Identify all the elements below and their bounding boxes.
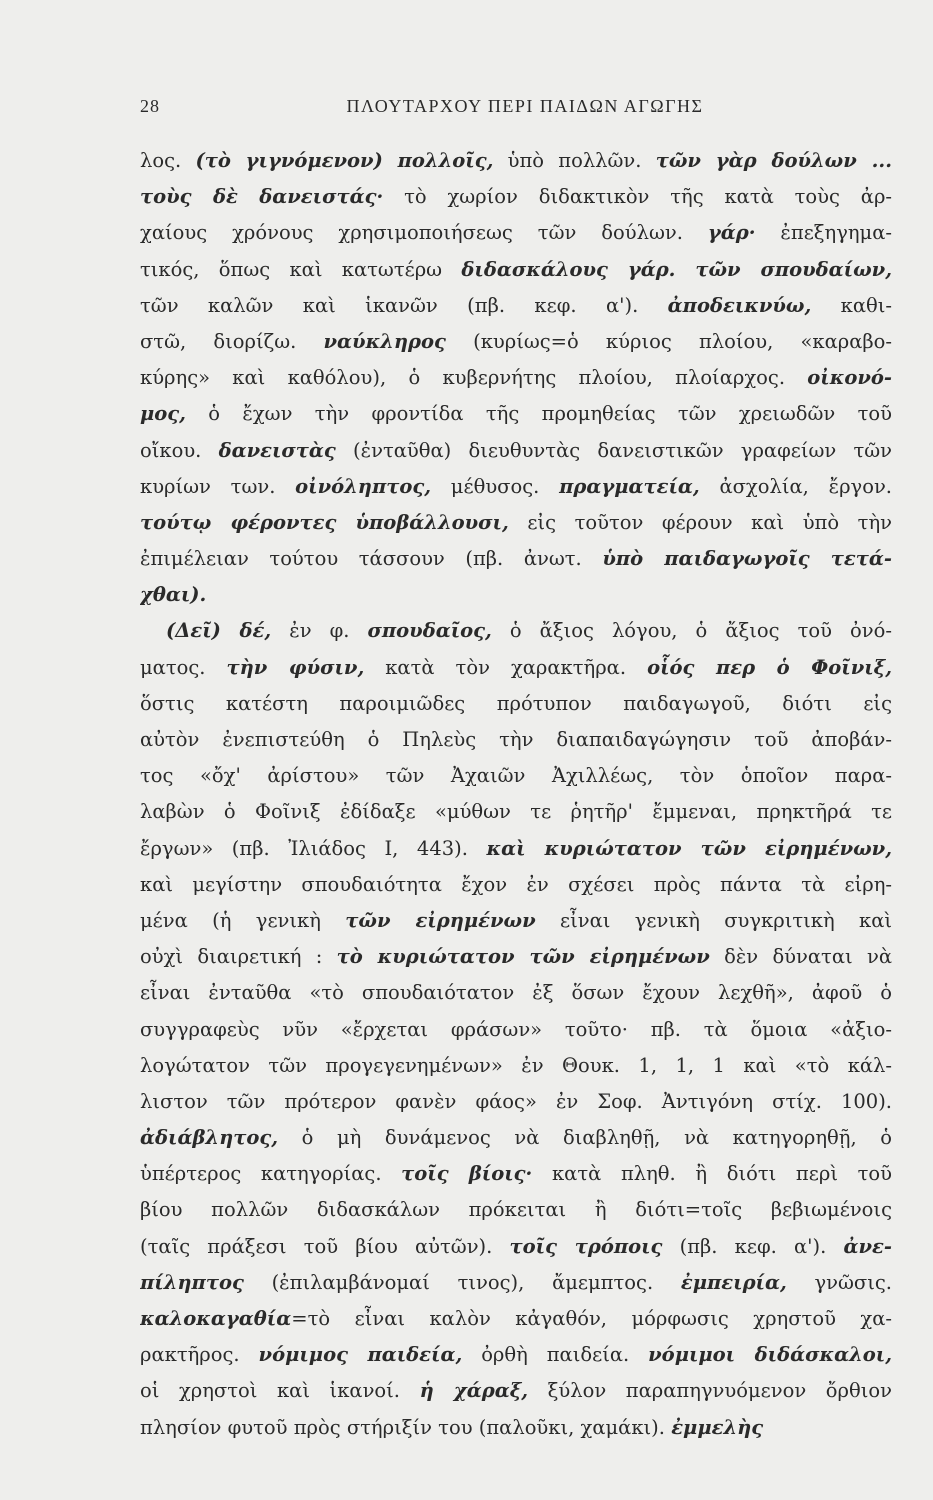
text-run: λογώτατον τῶν προγεγενημένων» ἐν Θουκ. 1, 1, 1 καὶ «τὸ κάλ- <box>140 1053 892 1077</box>
text-run: (ἐπιλαμβάνομαί τινος), ἄμεμπτος. <box>243 1270 681 1294</box>
text-run: ἐπεξηγημα- <box>755 221 892 245</box>
text-run: εἰς τοῦτον φέρουν καὶ ὑπὸ τὴν <box>508 510 892 534</box>
headword: νόμιμοι διδάσκαλοι, <box>648 1343 892 1367</box>
text-run: καθι- <box>811 293 892 317</box>
text-line <box>140 1156 892 1192</box>
text-run: ἔργων» (πβ. Ἰλιάδος Ι, 443). <box>140 836 487 860</box>
text-run: ὀρθὴ παιδεία. <box>462 1343 649 1367</box>
text-line <box>140 1084 892 1120</box>
text-line <box>140 252 892 288</box>
text-run: αὐτὸν ἐνεπιστεύθη ὁ Πηλεὺς τὴν διαπαιδαγώγησιν τοῦ ἀποβάν- <box>140 728 892 751</box>
text-run: τὸ χωρίον διδακτικὸν τῆς κατὰ τοὺς ἀρ- <box>383 185 892 209</box>
text-run: δὲν δύναται νὰ <box>709 945 892 969</box>
text-line <box>140 794 892 830</box>
headword: οἰκονό- <box>807 366 892 390</box>
headword: (Δεῖ) δέ, <box>166 619 272 643</box>
text-run: τος «ὄχ' ἀρίστου» τῶν Ἀχαιῶν Ἀχιλλέως, τὸν ὁποῖον παρα- <box>140 764 892 788</box>
text-run: εἶναι γενικὴ συγκριτικὴ καὶ <box>535 908 892 932</box>
text-run: μέθυσος. <box>431 474 560 498</box>
text-run: χαίους χρόνους χρησιμοποιήσεως τῶν δούλων. <box>140 221 708 245</box>
text-run: ἐπιμέλειαν τούτου τάσσουν (πβ. ἀνωτ. <box>140 547 603 571</box>
headword: τοῖς βίοις· <box>401 1162 533 1186</box>
headword: τὸ κυριώτατον τῶν εἰρημένων <box>336 945 710 969</box>
text-line <box>140 939 892 975</box>
text-run: ὑπέρτερος κατηγορίας. <box>140 1162 402 1186</box>
text-line <box>140 143 892 179</box>
text-run: (κυρίως=ὁ κύριος πλοίου, «καραβο- <box>445 329 892 353</box>
text-run: κυρίων των. <box>140 474 296 498</box>
text-line <box>140 1373 892 1409</box>
headword: μος, <box>140 402 186 426</box>
text-line <box>140 577 892 613</box>
headword: οἷός περ ὁ Φοῖνιξ, <box>647 655 892 679</box>
text-run: ὅστις κατέστη παροιμιῶδες πρότυπον παιδαγωγοῦ, διότι εἰς <box>140 691 892 715</box>
text-run: γνῶσις. <box>786 1270 892 1294</box>
text-run: οἱ χρηστοὶ καὶ ἱκανοί. <box>140 1379 420 1403</box>
text-run: στῶ, διορίζω. <box>140 329 324 353</box>
headword: διδασκάλους γάρ. τῶν σπουδαίων, <box>461 257 892 281</box>
text-line <box>140 324 892 360</box>
headword: νόμιμος παιδεία, <box>258 1343 463 1367</box>
text-line <box>140 1048 892 1084</box>
headword: ἡ χάραξ, <box>419 1379 529 1403</box>
headword: τῶν γὰρ δούλων ... <box>655 149 892 172</box>
text-run: ξύλον παραπηγνυόμενον ὄρθιον <box>528 1379 892 1403</box>
text-run: συγγραφεὺς νῦν «ἔρχεται φράσων» τοῦτο· πβ. τὰ ὅμοια «ἀξιο- <box>140 1017 892 1041</box>
headword: ἀδιάβλητος, <box>140 1126 279 1150</box>
text-run: ὁ ἄξιος λόγου, ὁ ἄξιος τοῦ ὀνό- <box>491 619 892 643</box>
text-line <box>140 686 892 722</box>
text-line <box>140 975 892 1011</box>
text-line <box>140 1410 892 1446</box>
text-line <box>140 1229 892 1265</box>
headword: ἀποδεικνύω, <box>667 293 812 317</box>
text-line <box>140 1192 892 1228</box>
text-run: εἶναι ἐνταῦθα «τὸ σπουδαιότατον ἐξ ὅσων ἔχουν λεχθῆ», ἀφοῦ ὁ <box>140 981 892 1005</box>
headword: ναύκληρος <box>323 329 446 353</box>
text-line <box>140 288 892 324</box>
text-run: ἐν φ. <box>271 619 368 643</box>
text-line <box>140 1265 892 1301</box>
text-run: ματος. <box>140 655 227 679</box>
text-run: βίου πολλῶν διδασκάλων πρόκειται ἢ διότι=τοῖς βεβιωμένοις <box>140 1198 892 1222</box>
text-line <box>140 1120 892 1156</box>
headword: τοῖς τρόποις <box>509 1234 663 1258</box>
text-run: οὐχὶ διαιρετική : <box>140 945 337 969</box>
text-run: ἀσχολία, ἔργον. <box>699 474 892 498</box>
headword: γάρ· <box>707 221 756 245</box>
text-run: λαβὼν ὁ Φοῖνιξ ἐδίδαξε «μύθων τε ῥητῆρ' ἔμμεναι, πρηκτῆρά τε <box>140 800 892 824</box>
running-title: ΠΛΟΥΤΑΡΧΟΥ ΠΕΡΙ ΠΑΙΔΩΝ ΑΓΩΓΗΣ <box>346 96 704 116</box>
text-run: οἴκου. <box>140 438 219 462</box>
text-line <box>140 433 892 469</box>
text-run: κύρης» καὶ καθόλου), ὁ κυβερνήτης πλοίου, πλοίαρχος. <box>140 366 808 390</box>
text-run: (ταῖς πράξεσι τοῦ βίου αὐτῶν). <box>140 1234 510 1258</box>
headword: τὴν φύσιν, <box>226 655 365 679</box>
text-run: κατὰ πληθ. ἢ διότι περὶ τοῦ <box>532 1162 892 1186</box>
headword: δανειστὰς <box>218 438 336 462</box>
text-run: ὁ ἔχων τὴν φροντίδα τῆς προμηθείας τῶν χρειωδῶν τοῦ <box>185 402 892 426</box>
headword: τούτῳ φέροντες ὑποβάλλουσι, <box>140 510 509 534</box>
text-line <box>140 215 892 251</box>
running-head <box>140 96 910 126</box>
text-run: κατὰ τὸν χαρακτῆρα. <box>364 655 648 679</box>
headword: ὑπὸ παιδαγωγοῖς τετά- <box>602 547 892 571</box>
text-line <box>140 360 892 396</box>
text-run: =τὸ εἶναι καλὸν κἀγαθόν, μόρφωσις χρηστοῦ χα- <box>291 1307 892 1330</box>
text-line <box>140 1301 892 1337</box>
text-line <box>140 758 892 794</box>
text-line <box>140 505 892 541</box>
text-run: πλησίον φυτοῦ πρὸς στήριξίν του (παλοῦκι, χαμάκι). <box>140 1415 672 1439</box>
text-run: μένα (ἡ γενικὴ <box>140 908 346 932</box>
text-run: (ἐνταῦθα) διευθυντὰς δανειστικῶν γραφείων τῶν <box>335 438 892 462</box>
headword: σπουδαῖος, <box>367 619 492 643</box>
text-run: (πβ. κεφ. α'). <box>662 1234 844 1258</box>
text-line <box>140 722 892 758</box>
text-line <box>140 650 892 686</box>
headword: πίληπτος <box>140 1270 244 1294</box>
headword: καλοκαγαθία <box>140 1307 292 1330</box>
text-line <box>140 541 892 577</box>
text-line <box>140 1012 892 1048</box>
headword: ἐμπειρία, <box>680 1270 787 1294</box>
headword: πραγματεία, <box>559 474 700 498</box>
headword: (τὸ γιγνόμενον) πολλοῖς, <box>195 149 494 172</box>
text-line <box>140 1337 892 1373</box>
headword: ἐμμελὴς <box>671 1415 764 1439</box>
text-line <box>140 469 892 505</box>
text-line <box>140 396 892 432</box>
commentary-text <box>140 143 892 1446</box>
text-line <box>140 613 892 649</box>
text-run: ὑπὸ πολλῶν. <box>493 149 656 172</box>
headword: ἀνε- <box>843 1234 892 1258</box>
headword: χθαι). <box>140 583 207 607</box>
text-run: καὶ μεγίστην σπουδαιότητα ἔχον ἐν σχέσει πρὸς πάντα τὰ εἰρη- <box>140 872 892 896</box>
headword: τῶν εἰρημένων <box>345 908 536 932</box>
text-run: τικός, ὅπως καὶ κατωτέρω <box>140 257 462 281</box>
text-line <box>140 831 892 867</box>
text-line <box>140 179 892 215</box>
text-run: λος. <box>140 149 196 172</box>
headword: τοὺς δὲ δανειστάς· <box>140 185 384 209</box>
text-line <box>140 867 892 903</box>
headword: καὶ κυριώτατον τῶν εἰρημένων, <box>486 836 892 860</box>
headword: οἰνόληπτος, <box>295 474 432 498</box>
text-run: λιστον τῶν πρότερον φανὲν φάος» ἐν Σοφ. Ἀντιγόνη στίχ. 100). <box>140 1089 892 1113</box>
text-run: ρακτῆρος. <box>140 1343 259 1367</box>
page-number: 28 <box>140 96 160 116</box>
text-run: ὁ μὴ δυνάμενος νὰ διαβληθῇ, νὰ κατηγορηθῇ, ὁ <box>278 1126 892 1150</box>
text-line <box>140 903 892 939</box>
text-run: τῶν καλῶν καὶ ἱκανῶν (πβ. κεφ. α'). <box>140 293 668 317</box>
